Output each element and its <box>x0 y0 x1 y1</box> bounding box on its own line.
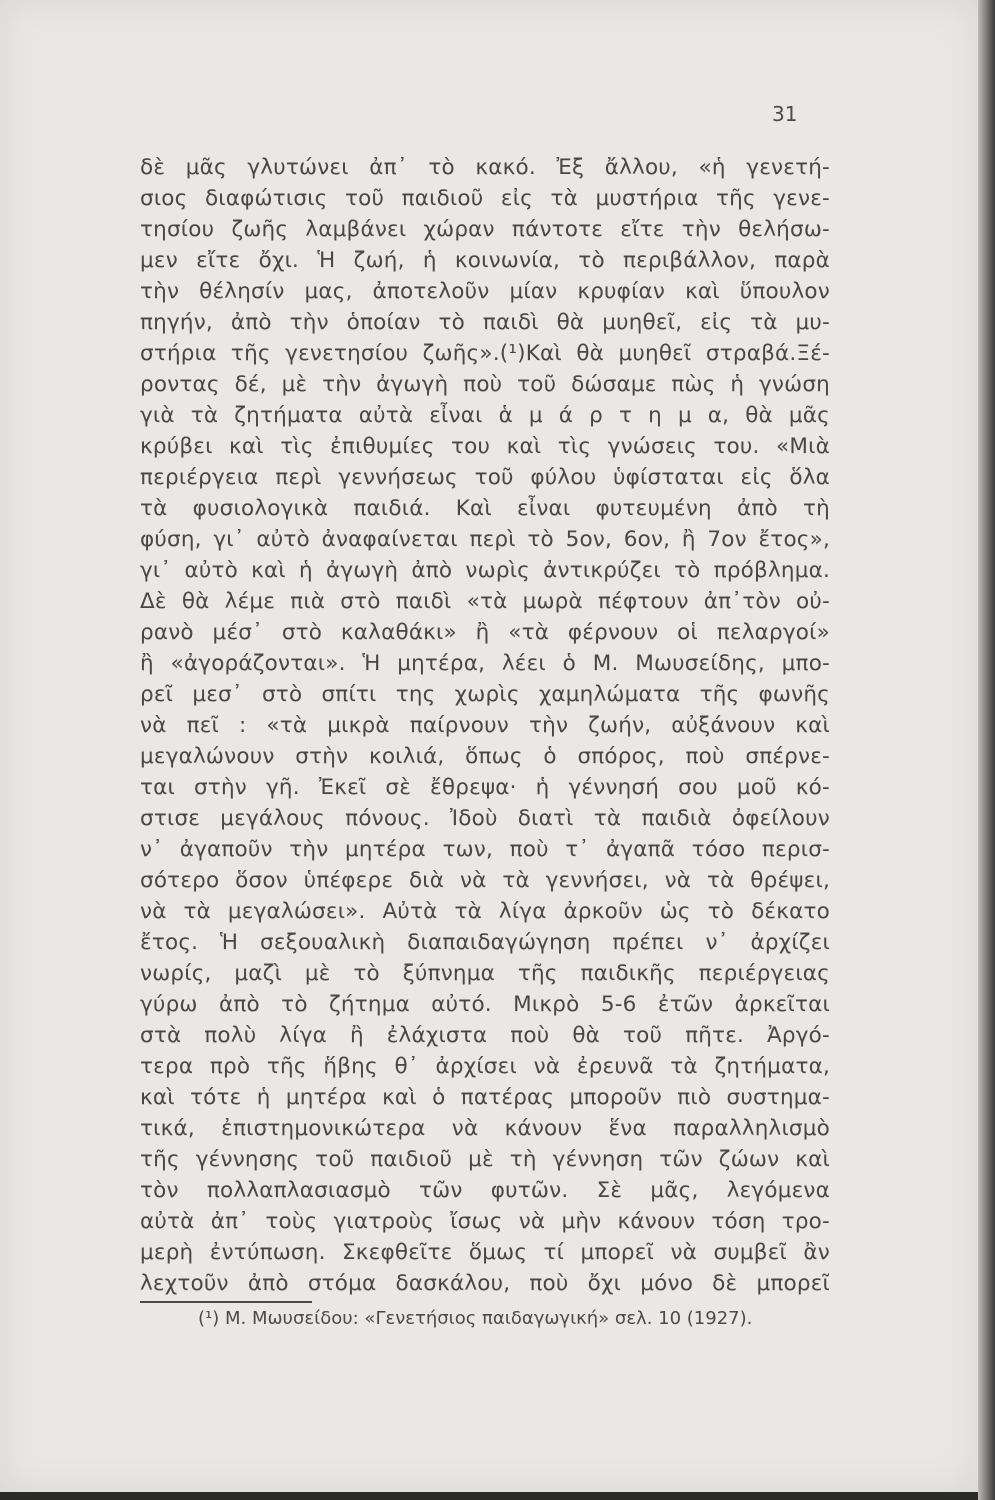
page-edge-shadow <box>978 0 995 1500</box>
text-line: σότερο ὅσον ὑπέφερε διὰ νὰ τὰ γεννήσει, νὰ τὰ θρέψει, <box>140 868 830 893</box>
text-line: ροντας δέ, μὲ τὴν ἀγωγὴ ποὺ τοῦ δώσαμε πὼς ἡ γνώση <box>140 372 830 397</box>
text-line: καὶ τότε ἡ μητέρα καὶ ὁ πατέρας μποροῦν πιὸ συστημα- <box>140 1085 830 1110</box>
text-line: ἢ «ἀγοράζονται». Ἡ μητέρα, λέει ὁ Μ. Μωυσείδης, μπο- <box>140 651 830 676</box>
text-line: τερα πρὸ τῆς ἥβης θ᾽ ἀρχίσει νὰ ἐρευνᾶ τὰ ζητήματα, <box>140 1054 830 1079</box>
text-line: φύση, γι᾽ αὐτὸ ἀναφαίνεται περὶ τὸ 5ον, 6ον, ἢ 7ον ἔτος», <box>140 527 830 552</box>
text-line: τικά, ἐπιστημονικώτερα νὰ κάνουν ἕνα παραλληλισμὸ <box>140 1116 830 1141</box>
page-number: 31 <box>772 102 798 126</box>
text-line: στισε μεγάλους πόνους. Ἰδοὺ διατὶ τὰ παιδιὰ ὀφείλουν <box>140 806 830 831</box>
text-line: ρανὸ μέσ᾽ στὸ καλαθάκι» ἢ «τὰ φέρνουν οἱ πελαργοί» <box>140 620 830 645</box>
text-line: μερὴ ἐντύπωση. Σκεφθεῖτε ὅμως τί μπορεῖ νὰ συμβεῖ ἂν <box>140 1240 830 1265</box>
text-line: τὴν θέλησίν μας, ἀποτελοῦν μίαν κρυφίαν καὶ ὕπουλον <box>140 279 830 304</box>
text-line: τησίου ζωῆς λαμβάνει χώραν πάντοτε εἴτε τὴν θελήσω- <box>140 217 830 242</box>
text-line: στήρια τῆς γενετησίου ζωῆς».(¹)Καὶ θὰ μυηθεῖ στραβά.Ξέ- <box>140 341 830 366</box>
text-line: νωρίς, μαζὶ μὲ τὸ ξύπνημα τῆς παιδικῆς περιέργειας <box>140 961 830 986</box>
body-text <box>140 152 830 1299</box>
text-line: νὰ πεῖ : «τὰ μικρὰ παίρνουν τὴν ζωήν, αὐξάνουν καὶ <box>140 713 830 738</box>
text-line: στὰ πολὺ λίγα ἢ ἐλάχιστα ποὺ θὰ τοῦ πῆτε. Ἀργό- <box>140 1023 830 1048</box>
text-line: δὲ μᾶς γλυτώνει ἀπ᾽ τὸ κακό. Ἐξ ἄλλου, «ἡ γενετή- <box>140 155 830 180</box>
text-line: ν᾽ ἀγαποῦν τὴν μητέρα των, ποὺ τ᾽ ἀγαπᾶ τόσο περισ- <box>140 837 830 862</box>
text-line: πηγήν, ἀπὸ τὴν ὁποίαν τὸ παιδὶ θὰ μυηθεῖ, εἰς τὰ μυ- <box>140 310 830 335</box>
text-line: τὰ φυσιολογικὰ παιδιά. Καὶ εἶναι φυτευμένη ἀπὸ τὴ <box>140 496 830 521</box>
footnote-rule <box>140 1301 312 1303</box>
text-line: περιέργεια περὶ γεννήσεως τοῦ φύλου ὑφίσταται εἰς ὅλα <box>140 465 830 490</box>
text-line: μεν εἴτε ὄχι. Ἡ ζωή, ἡ κοινωνία, τὸ περιβάλλον, παρὰ <box>140 248 830 273</box>
text-line: ἔτος. Ἡ σεξουαλικὴ διαπαιδαγώγηση πρέπει ν᾽ ἀρχίζει <box>140 930 830 955</box>
text-line: νὰ τὰ μεγαλώσει». Αὐτὰ τὰ λίγα ἀρκοῦν ὡς τὸ δέκατο <box>140 899 830 924</box>
text-line: λεχτοῦν ἀπὸ στόμα δασκάλου, ποὺ ὄχι μόνο δὲ μπορεῖ <box>140 1271 830 1296</box>
text-line: γύρω ἀπὸ τὸ ζήτημα αὐτό. Μικρὸ 5-6 ἐτῶν ἀρκεῖται <box>140 992 830 1017</box>
text-line: τὸν πολλαπλασιασμὸ τῶν φυτῶν. Σὲ μᾶς, λεγόμενα <box>140 1178 830 1203</box>
text-line: Δὲ θὰ λέμε πιὰ στὸ παιδὶ «τὰ μωρὰ πέφτουν ἀπ᾽τὸν οὐ- <box>140 589 830 614</box>
text-line: γι᾽ αὐτὸ καὶ ἡ ἀγωγὴ ἀπὸ νωρὶς ἀντικρύζει τὸ πρόβλημα. <box>140 558 830 583</box>
text-line: σιος διαφώτισις τοῦ παιδιοῦ εἰς τὰ μυστήρια τῆς γενε- <box>140 186 830 211</box>
text-line: κρύβει καὶ τὶς ἐπιθυμίες του καὶ τὶς γνώσεις του. «Μιὰ <box>140 434 830 459</box>
footnote: (¹) Μ. Μωυσείδου: «Γενετήσιος παιδαγωγική» σελ. 10 (1927). <box>198 1308 753 1329</box>
text-line: μεγαλώνουν στὴν κοιλιά, ὅπως ὁ σπόρος, ποὺ σπέρνε- <box>140 744 830 769</box>
text-line: αὐτὰ ἀπ᾽ τοὺς γιατροὺς ἴσως νὰ μὴν κάνουν τόση τρο- <box>140 1209 830 1234</box>
text-line: τῆς γέννησης τοῦ παιδιοῦ μὲ τὴ γέννηση τῶν ζώων καὶ <box>140 1147 830 1172</box>
text-line: γιὰ τὰ ζητήματα αὐτὰ εἶναι ἁ μ ά ρ τ η μ α, θὰ μᾶς <box>140 403 830 428</box>
text-line: ται στὴν γῆ. Ἐκεῖ σὲ ἔθρεψα· ἡ γέννησή σου μοῦ κό- <box>140 775 830 800</box>
text-line: ρεῖ μεσ᾽ στὸ σπίτι της χωρὶς χαμηλώματα τῆς φωνῆς <box>140 682 830 707</box>
